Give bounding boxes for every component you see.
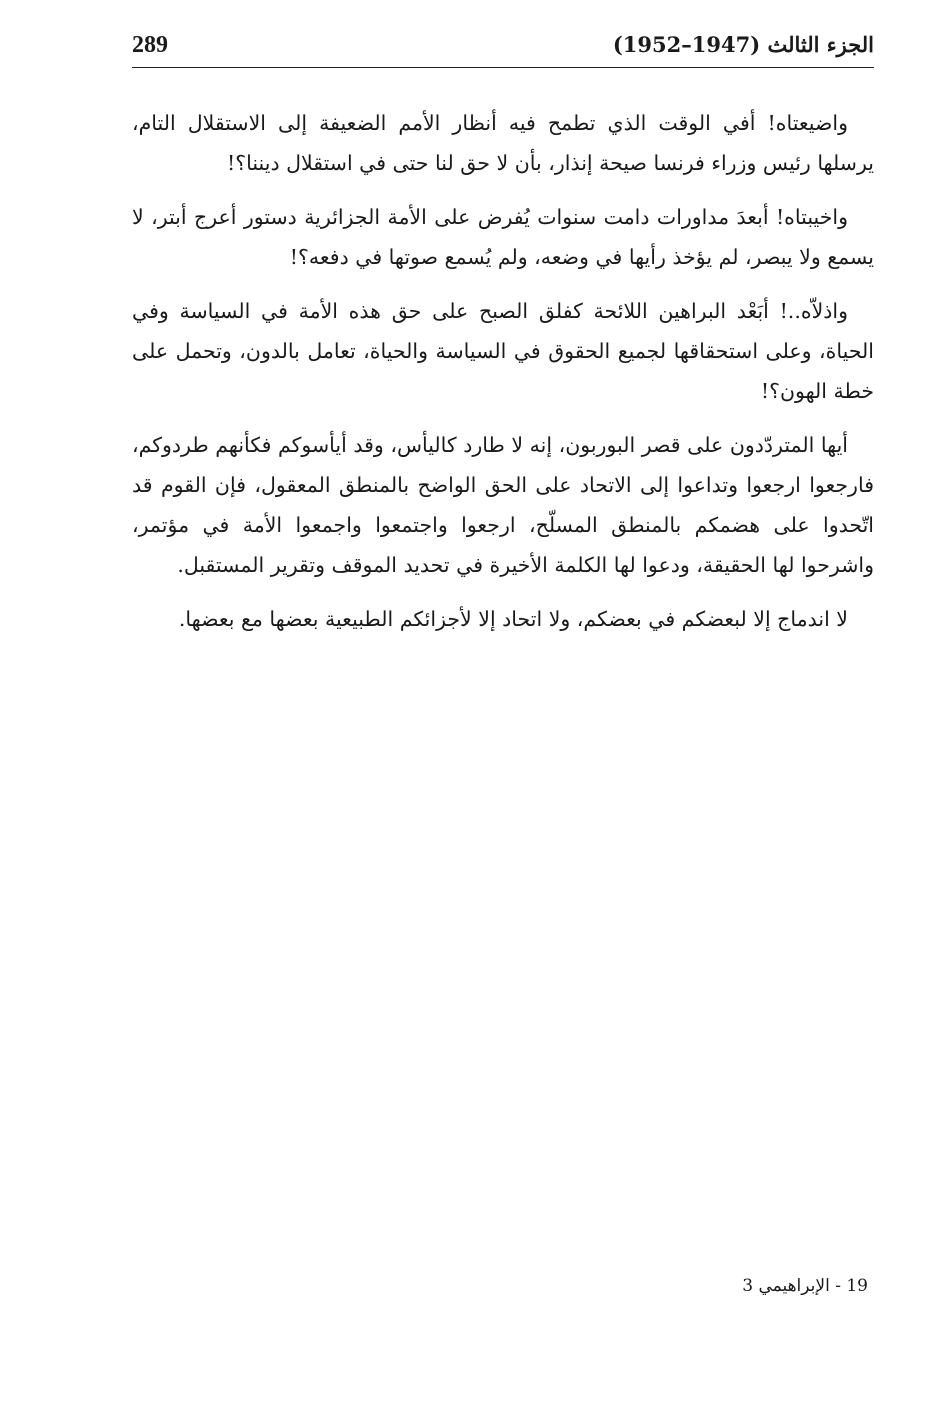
page-number: 289 <box>132 32 168 58</box>
paragraph-4: أيها المتردّدون على قصر البوربون، إنه لا طارد كاليأس، وقد أيأسوكم فكأنهم طردوكم، فارجعوا ارجعوا وتداعوا إلى الاتحاد على الحق الواضح بالمنطق المعقول، فإن القوم قد اتّحدوا على هضمكم بالمنطق المسلّح، ارجعوا واجتمعوا واجمعوا الأمة في مؤتمر، واشرحوا لها الحقيقة، ودعوا لها الكلمة الأخيرة في تحديد الموقف وتقرير المستقبل. <box>132 433 874 577</box>
footer-signature: 19 - الإبراهيمي 3 <box>742 1276 868 1296</box>
paragraph-3: واذلاّه..! أبَعْد البراهين اللائحة كفلق الصبح على حق هذه الأمة في السياسة وفي الحياة، وعلى استحقاقها لجميع الحقوق في السياسة والحياة، تعامل بالدون، وتحمل على خطة الهون؟! <box>132 299 874 403</box>
body-text <box>132 103 874 653</box>
header-rule <box>132 67 874 68</box>
paragraph-1: واضيعتاه! أفي الوقت الذي تطمح فيه أنظار الأمم الضعيفة إلى الاستقلال التام، يرسلها رئيس وزراء فرنسا صيحة إنذار، بأن لا حق لنا حتى في استقلال ديننا؟! <box>132 111 874 175</box>
running-title: الجزء الثالث (1947–1952) <box>612 32 874 57</box>
page-header <box>132 28 874 68</box>
paragraph-2: واخيبتاه! أبعدَ مداورات دامت سنوات يُفرض على الأمة الجزائرية دستور أعرج أبتر، لا يسمع ولا يبصر، لم يؤخذ رأيها في وضعه، ولم يُسمع صوتها في دفعه؟! <box>132 205 874 269</box>
paragraph-5: لا اندماج إلا لبعضكم في بعضكم، ولا اتحاد إلا لأجزائكم الطبيعية بعضها مع بعضها. <box>178 607 848 631</box>
